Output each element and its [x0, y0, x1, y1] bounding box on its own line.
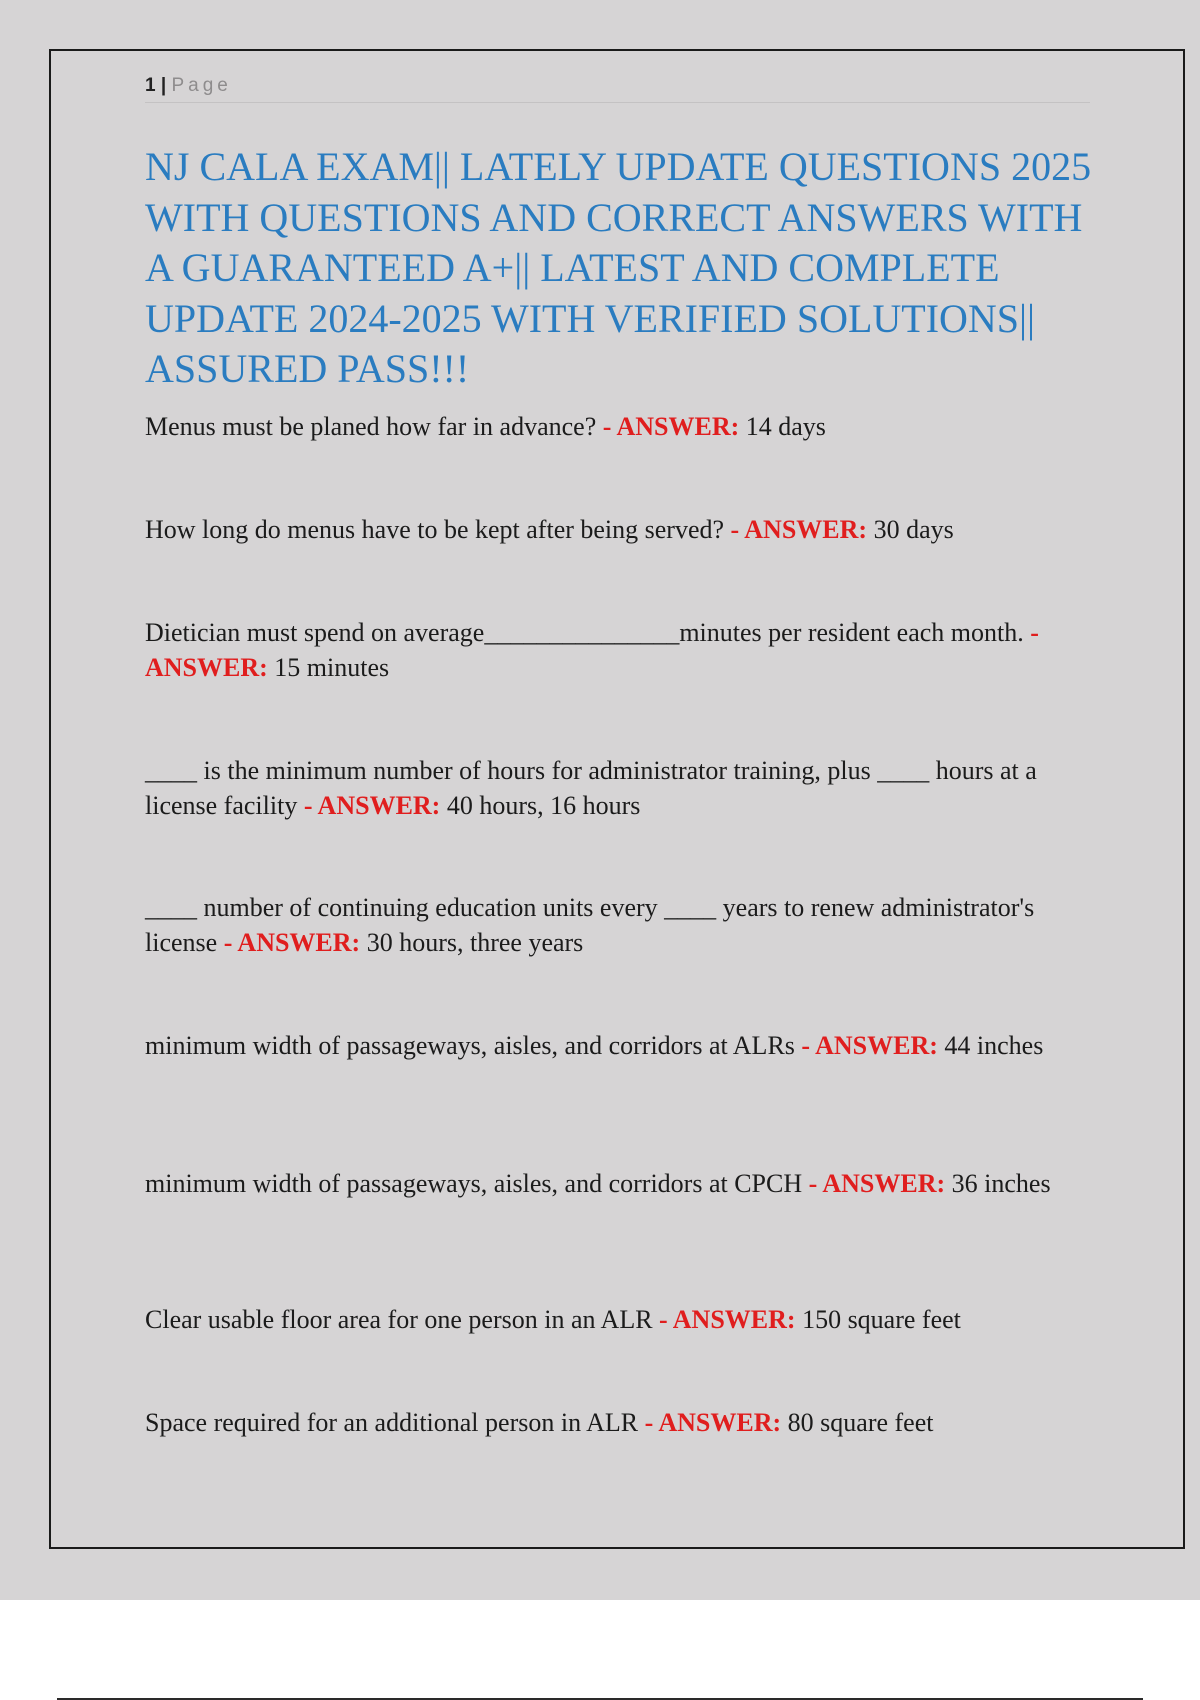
qa-item [145, 1029, 1095, 1064]
answer-label: - ANSWER: [659, 1305, 796, 1334]
answer-text: 30 hours, three years [366, 927, 584, 957]
qa-item [145, 513, 1095, 548]
answer-label: - ANSWER: [644, 1408, 782, 1437]
question-text: Menus must be planed how far in advance? [145, 412, 597, 441]
answer-label: - ANSWER: [801, 1031, 938, 1060]
document-title: NJ CALA EXAM|| LATELY UPDATE QUESTIONS 2025 WITH QUESTIONS AND CORRECT ANSWERS WITH A GUARANTEED A+|| LATEST AND COMPLETE UPDATE 2024-2025 WITH VERIFIED SOLUTIONS|| ASSURED PASS!!! [145, 144, 1092, 391]
answer-text: 15 minutes [274, 652, 390, 682]
answer-label: - ANSWER: [223, 927, 361, 957]
question-text: minimum width of passageways, aisles, and corridors at CPCH [145, 1169, 803, 1198]
answer-text: 40 hours, 16 hours [446, 790, 641, 820]
qa-item [145, 1303, 1095, 1338]
question-text: Dietician must spend on average_______________minutes per resident each month. [145, 618, 1024, 647]
question-text: minimum width of passageways, aisles, and corridors at ALRs [145, 1031, 795, 1060]
qa-item [145, 410, 1095, 445]
question-text: ____ number of continuing education units every ____ years to renew administrator's license [145, 893, 1035, 957]
qa-item [145, 891, 1095, 960]
question-text: Space required for an additional person in ALR [145, 1408, 639, 1437]
answer-text: 14 days [745, 412, 826, 441]
answer-text: 150 square feet [802, 1305, 961, 1334]
answer-label: - ANSWER: [303, 790, 441, 820]
question-text: ____ is the minimum number of hours for administrator training, plus ____ hours at a license facility [145, 756, 1037, 820]
answer-text: 30 days [873, 515, 954, 544]
answer-text: 80 square feet [787, 1408, 934, 1437]
answer-label: - ANSWER: [602, 412, 740, 441]
page-header [145, 74, 1090, 103]
page-separator: | [160, 75, 167, 96]
answer-label: - ANSWER: [145, 618, 1039, 682]
qa-item [145, 754, 1095, 823]
page-label: Page [171, 75, 232, 96]
answer-text: 44 inches [944, 1031, 1044, 1060]
page-number: 1 [145, 75, 156, 96]
question-text: Clear usable floor area for one person in an ALR [145, 1305, 653, 1334]
qa-item [145, 1406, 1095, 1441]
question-text: How long do menus have to be kept after being served? [145, 515, 725, 544]
answer-text: 36 inches [951, 1169, 1051, 1198]
qa-item [145, 1167, 1095, 1202]
answer-label: - ANSWER: [730, 515, 868, 544]
answer-label: - ANSWER: [808, 1169, 946, 1198]
qa-item [145, 616, 1095, 685]
